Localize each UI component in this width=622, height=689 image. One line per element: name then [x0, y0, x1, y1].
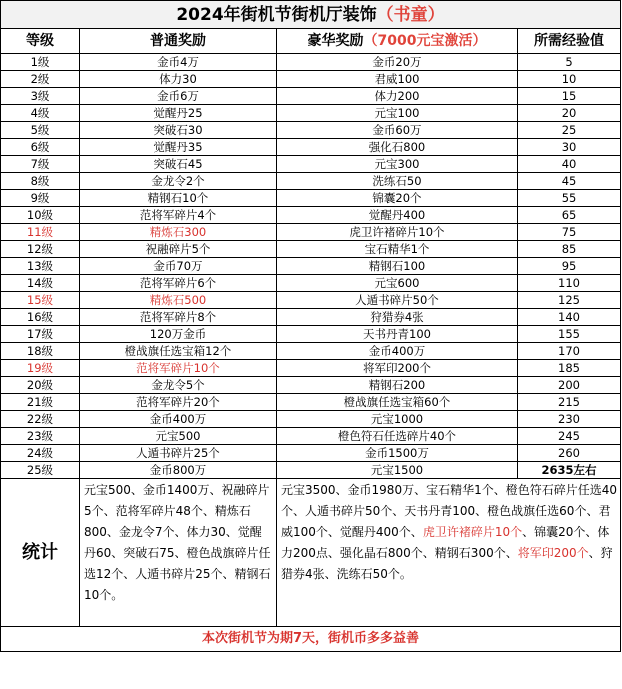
- normal-reward-cell: 范将军碎片10个: [80, 360, 277, 377]
- footer-note: 本次街机节为期7天，街机币多多益善: [1, 627, 621, 652]
- header-deluxe: [277, 29, 518, 54]
- normal-reward-cell: 祝融碎片5个: [80, 241, 277, 258]
- table-row: [1, 224, 621, 241]
- deluxe-reward-cell: 体力200: [277, 88, 518, 105]
- table-row: [1, 105, 621, 122]
- exp-cell: 20: [518, 105, 621, 122]
- summary-normal: 元宝500、金币1400万、祝融碎片5个、范将军碎片48个、精炼石800、金龙令7个、体力30、觉醒丹60、突破石75、橙色战旗碎片任选12个、人遁书碎片25个、精钢石10个。: [80, 479, 277, 627]
- normal-reward-cell: 橙战旗任选宝箱12个: [80, 343, 277, 360]
- deluxe-reward-cell: 橙战旗任选宝箱60个: [277, 394, 518, 411]
- level-cell: 4级: [1, 105, 80, 122]
- table-row: [1, 139, 621, 156]
- table-row: [1, 309, 621, 326]
- exp-cell: 230: [518, 411, 621, 428]
- deluxe-reward-cell: 元宝1000: [277, 411, 518, 428]
- deluxe-reward-cell: 金币20万: [277, 54, 518, 71]
- exp-cell: 245: [518, 428, 621, 445]
- deluxe-reward-cell: 强化石800: [277, 139, 518, 156]
- normal-reward-cell: 范将军碎片8个: [80, 309, 277, 326]
- normal-reward-cell: 范将军碎片20个: [80, 394, 277, 411]
- summary-deluxe: [277, 479, 621, 627]
- level-cell: 11级: [1, 224, 80, 241]
- table-row: [1, 462, 621, 479]
- normal-reward-cell: 元宝500: [80, 428, 277, 445]
- exp-cell: 260: [518, 445, 621, 462]
- exp-cell: 215: [518, 394, 621, 411]
- deluxe-reward-cell: 精钢石200: [277, 377, 518, 394]
- level-cell: 16级: [1, 309, 80, 326]
- deluxe-reward-cell: 觉醒丹400: [277, 207, 518, 224]
- table-row: [1, 343, 621, 360]
- deluxe-reward-cell: 元宝1500: [277, 462, 518, 479]
- deluxe-reward-cell: 金币400万: [277, 343, 518, 360]
- normal-reward-cell: 金龙令2个: [80, 173, 277, 190]
- deluxe-reward-cell: 金币60万: [277, 122, 518, 139]
- normal-reward-cell: 突破石45: [80, 156, 277, 173]
- table-row: [1, 241, 621, 258]
- deluxe-reward-cell: 橙色符石任选碎片40个: [277, 428, 518, 445]
- level-cell: 1级: [1, 54, 80, 71]
- table-row: [1, 207, 621, 224]
- normal-reward-cell: 精炼石300: [80, 224, 277, 241]
- table-row: [1, 88, 621, 105]
- level-cell: 22级: [1, 411, 80, 428]
- normal-reward-cell: 突破石30: [80, 122, 277, 139]
- deluxe-reward-cell: 洗练石50: [277, 173, 518, 190]
- level-cell: 5级: [1, 122, 80, 139]
- table-row: [1, 326, 621, 343]
- level-cell: 9级: [1, 190, 80, 207]
- exp-cell: 25: [518, 122, 621, 139]
- table-row: [1, 411, 621, 428]
- level-cell: 15级: [1, 292, 80, 309]
- exp-cell: 10: [518, 71, 621, 88]
- normal-reward-cell: 体力30: [80, 71, 277, 88]
- level-cell: 12级: [1, 241, 80, 258]
- level-cell: 10级: [1, 207, 80, 224]
- title-highlight: （书童）: [376, 4, 445, 25]
- summary-deluxe-part3: 、狩猎券4张、洗练石50个。: [281, 546, 613, 581]
- level-cell: 6级: [1, 139, 80, 156]
- summary-deluxe-part2: 、锦囊20个、体力200点、强化晶石800个、精钢石300个、: [281, 525, 610, 560]
- summary-deluxe-part1: 元宝3500、金币1980万、宝石精华1个、橙色符石碎片任选40个、人遁书碎片50个、天书丹青100、橙色战旗任选60个、君威100个、觉醒丹400个、: [281, 483, 617, 539]
- exp-cell: 125: [518, 292, 621, 309]
- exp-cell: 185: [518, 360, 621, 377]
- normal-reward-cell: 金币400万: [80, 411, 277, 428]
- summary-row: [1, 479, 621, 627]
- table-row: [1, 173, 621, 190]
- summary-deluxe-red1: 虎卫许褚碎片10个: [422, 525, 523, 539]
- exp-cell: 140: [518, 309, 621, 326]
- header-deluxe-note: （7000元宝激活）: [363, 33, 487, 49]
- deluxe-reward-cell: 金币1500万: [277, 445, 518, 462]
- deluxe-reward-cell: 虎卫许褚碎片10个: [277, 224, 518, 241]
- table-row: [1, 258, 621, 275]
- deluxe-reward-cell: 宝石精华1个: [277, 241, 518, 258]
- normal-reward-cell: 范将军碎片6个: [80, 275, 277, 292]
- table-row: [1, 445, 621, 462]
- deluxe-reward-cell: 锦囊20个: [277, 190, 518, 207]
- exp-cell: 155: [518, 326, 621, 343]
- exp-cell: 170: [518, 343, 621, 360]
- exp-cell: 15: [518, 88, 621, 105]
- exp-cell: 200: [518, 377, 621, 394]
- deluxe-reward-cell: 人遁书碎片50个: [277, 292, 518, 309]
- table-row: [1, 292, 621, 309]
- level-cell: 19级: [1, 360, 80, 377]
- table-row: [1, 394, 621, 411]
- normal-reward-cell: 人遁书碎片25个: [80, 445, 277, 462]
- normal-reward-cell: 精钢石10个: [80, 190, 277, 207]
- deluxe-reward-cell: 元宝300: [277, 156, 518, 173]
- normal-reward-cell: 金币70万: [80, 258, 277, 275]
- header-level: 等级: [1, 29, 80, 54]
- level-cell: 24级: [1, 445, 80, 462]
- table-row: [1, 428, 621, 445]
- deluxe-reward-cell: 元宝100: [277, 105, 518, 122]
- header-exp: 所需经验值: [518, 29, 621, 54]
- table-row: [1, 377, 621, 394]
- table-row: [1, 54, 621, 71]
- header-normal: 普通奖励: [80, 29, 277, 54]
- normal-reward-cell: 金币4万: [80, 54, 277, 71]
- normal-reward-cell: 金币6万: [80, 88, 277, 105]
- table-row: [1, 275, 621, 292]
- table-row: [1, 156, 621, 173]
- table-row: [1, 190, 621, 207]
- normal-reward-cell: 觉醒丹25: [80, 105, 277, 122]
- table-row: [1, 71, 621, 88]
- level-cell: 23级: [1, 428, 80, 445]
- normal-reward-cell: 范将军碎片4个: [80, 207, 277, 224]
- level-cell: 21级: [1, 394, 80, 411]
- exp-cell: 95: [518, 258, 621, 275]
- table-row: [1, 122, 621, 139]
- normal-reward-cell: 金币800万: [80, 462, 277, 479]
- table-row: [1, 360, 621, 377]
- exp-cell: 75: [518, 224, 621, 241]
- deluxe-reward-cell: 天书丹青100: [277, 326, 518, 343]
- title-row: [1, 1, 621, 29]
- title-main: 2024年街机节街机厅装饰: [176, 4, 377, 25]
- normal-reward-cell: 精炼石500: [80, 292, 277, 309]
- exp-cell: 45: [518, 173, 621, 190]
- level-cell: 8级: [1, 173, 80, 190]
- level-cell: 2级: [1, 71, 80, 88]
- level-cell: 18级: [1, 343, 80, 360]
- level-cell: 25级: [1, 462, 80, 479]
- exp-cell: 55: [518, 190, 621, 207]
- header-deluxe-label: 豪华奖励: [307, 33, 364, 49]
- level-cell: 7级: [1, 156, 80, 173]
- normal-reward-cell: 觉醒丹35: [80, 139, 277, 156]
- page-title: [1, 1, 621, 29]
- deluxe-reward-cell: 精钢石100: [277, 258, 518, 275]
- level-cell: 13级: [1, 258, 80, 275]
- level-cell: 17级: [1, 326, 80, 343]
- deluxe-reward-cell: 将军印200个: [277, 360, 518, 377]
- deluxe-reward-cell: 君威100: [277, 71, 518, 88]
- deluxe-reward-cell: 狩猎券4张: [277, 309, 518, 326]
- exp-cell: 85: [518, 241, 621, 258]
- level-cell: 3级: [1, 88, 80, 105]
- deluxe-reward-cell: 元宝600: [277, 275, 518, 292]
- footer-row: [1, 627, 621, 652]
- normal-reward-cell: 金龙令5个: [80, 377, 277, 394]
- exp-cell: 110: [518, 275, 621, 292]
- level-cell: 14级: [1, 275, 80, 292]
- level-cell: 20级: [1, 377, 80, 394]
- exp-cell: 40: [518, 156, 621, 173]
- exp-cell: 5: [518, 54, 621, 71]
- normal-reward-cell: 120万金币: [80, 326, 277, 343]
- summary-deluxe-red2: 将军印200个: [517, 546, 589, 560]
- summary-label: 统计: [1, 479, 80, 627]
- exp-cell: 30: [518, 139, 621, 156]
- exp-cell: 2635左右: [518, 462, 621, 479]
- header-row: [1, 29, 621, 54]
- exp-cell: 65: [518, 207, 621, 224]
